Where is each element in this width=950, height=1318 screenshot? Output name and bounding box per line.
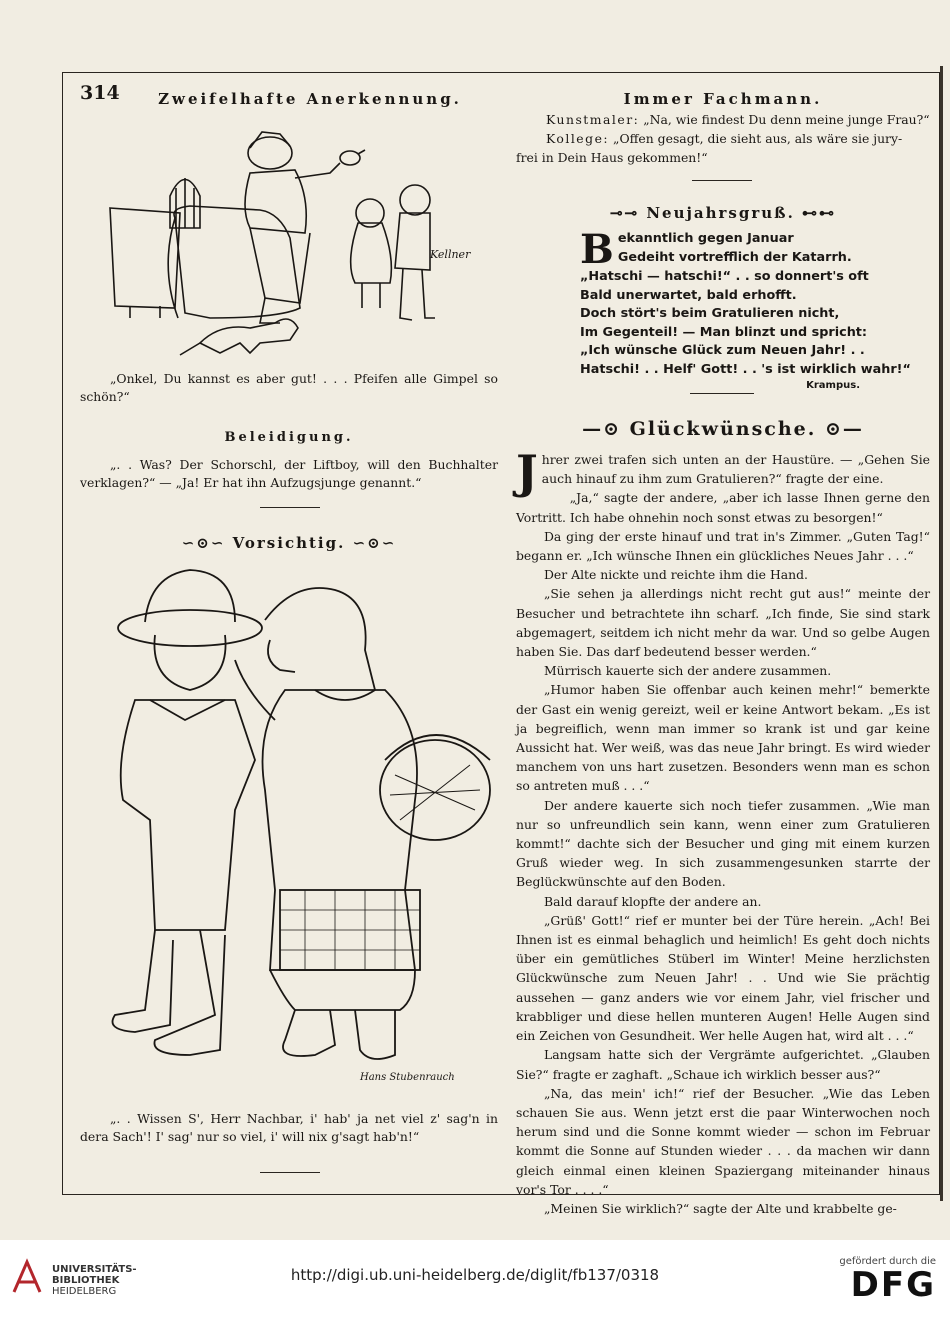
story-paragraph: Mürrisch kauerte sich der andere zusammen.	[544, 663, 832, 679]
story-paragraph: „Na, das mein' ich!“ rief der Besucher. „Wie das Leben schauen Sie aus. Wenn jetzt erst die paar Winterwochen noch herum sind und die Sonne kommt wieder — schon im Februar kommt die Sonne auf Stunden wieder . . . da machen wir dann gleich einmal einen kleinen Spaziergang miteinander hinaus vor's Tor . . . .“	[516, 1085, 930, 1197]
story-paragraph: Bald darauf klopfte der andere an.	[544, 893, 762, 909]
story-dropcap: J	[516, 445, 538, 499]
library-name-line2: BIBLIOTHEK	[52, 1275, 120, 1286]
cartoon1-caption: „Onkel, Du kannst es aber gut! . . . Pfeifen alle Gimpel so schön?“	[80, 371, 498, 404]
fachmann-line2: „Offen gesagt, die sieht aus, als wäre sie jury-	[613, 131, 903, 147]
poem-line: Im Gegenteil! — Man blinzt und spricht:	[580, 324, 868, 340]
story-paragraph	[516, 445, 930, 499]
poem-line: ekanntlich gegen Januar	[617, 231, 794, 246]
ornament-right-icon: ⊷⊷	[794, 204, 837, 222]
cartoon2-title-row	[80, 534, 498, 552]
cartoon2-title: Vorsichtig.	[232, 534, 346, 552]
story-paragraph: „Ja,“ sagte der andere, „aber ich lasse Ihnen gerne den Vortritt. Ich habe ohnehin noch sonst etwas zu besorgen!“	[516, 490, 930, 525]
ornament-left-icon: ∽⊙∽	[181, 534, 233, 552]
divider	[260, 507, 320, 508]
story-paragraph: Langsam hatte sich der Vergrämte aufgerichtet. „Glauben Sie?“ fragte er zaghaft. „Schaue ich wirklich besser aus?“	[516, 1047, 930, 1082]
story-paragraph: „Humor haben Sie offenbar auch keinen mehr!“ bemerkte der Gast ein wenig gereizt, weil er keine Antwort bekam. „Es ist ja begreiflich, wenn man immer so krank ist und gar keine Aussicht hat. Wer weiß, was das neue Jahr bringt. Es wird wieder manchem von uns hart zusetzen. Besonders wenn man es schon so antreten muß . . .“	[516, 682, 930, 794]
story-title-row	[516, 418, 930, 440]
story-paragraph: Da ging der erste hinauf und trat in's Zimmer. „Guten Tag!“ begann er. „Ich wünsche Ihnen ein glückliches Neues Jahr . . .“	[516, 528, 930, 564]
cartoon1-title: Zweifelhafte Anerkennung.	[158, 90, 462, 108]
speaker-kunstmaler: Kunstmaler:	[546, 112, 640, 127]
poem-line: Bald unerwartet, bald erhofft.	[580, 287, 797, 303]
page-edge	[940, 66, 943, 1201]
page-number: 314	[80, 82, 120, 104]
poem-line: Doch stört's beim Gratulieren nicht,	[580, 306, 840, 322]
poem-line: „Hatschi — hatschi!“ . . so donnert's oft	[580, 269, 869, 284]
library-name-line3: HEIDELBERG	[52, 1286, 117, 1297]
ornament-right-icon: ⊙—	[816, 418, 864, 440]
neighbors-illustration	[95, 560, 505, 1095]
speaker-kollege: Kollege:	[546, 131, 610, 147]
story-title: Glückwünsche.	[629, 418, 817, 440]
divider	[260, 1172, 320, 1173]
insult-text: „. . Was? Der Schorschl, der Liftboy, will den Buchhalter verklagen?“ — „Ja! Er hat ihn Aufzugsjunge genannt.“	[80, 457, 498, 490]
poem-signature: Krampus.	[806, 379, 860, 391]
cartoon2-caption: „. . Wissen S', Herr Nachbar, i' hab' ja net viel z' sag'n in dera Sach'! I' sag' nur so viel, i' will nix g'sagt hab'n!“	[80, 1111, 498, 1144]
story-paragraph: „Grüß' Gott!“ rief er munter bei der Türe herein. „Ach! Bei Ihnen ist es einmal behaglich und heimlich! Es geht doch nichts über ein gemütliches Stüberl im Winter! Meine herzlichsten Glückwünsche zum Neuen Jahr! . . Und wie Sie prächtig aussehen — ganz anders wie vor einem Jahr, viel frischer und krabbliger und diese hellen munteren Augen! Helle Augen sind ein Zeichen von Gesundheit. Wer helle Augen hat, wird alt . . .“	[516, 912, 930, 1044]
library-name-line1: UNIVERSITÄTS-	[52, 1264, 137, 1275]
fachmann-dialogue	[516, 110, 930, 168]
ornament-right-icon: ∽⊙∽	[345, 534, 397, 552]
left-column	[78, 84, 502, 108]
uncle-bird-illustration	[100, 118, 500, 363]
story-paragraph: Der Alte nickte und reichte ihm die Hand.	[544, 567, 808, 583]
ornament-left-icon: ⊸⊸	[609, 204, 647, 222]
poem-line: Hatschi! . . Helf' Gott! . . 's ist wirklich wahr!“	[580, 361, 911, 377]
story-body	[516, 445, 930, 1216]
fachmann-line1: „Na, wie findest Du denn meine junge Frau?“	[643, 112, 930, 127]
fachmann-line3: frei in Dein Haus gekommen!“	[516, 150, 708, 166]
dfg-logo[interactable]	[839, 1256, 936, 1303]
poem-line: „Ich wünsche Glück zum Neuen Jahr! . .	[580, 343, 865, 359]
fachmann-title: Immer Fachmann.	[623, 90, 823, 108]
poem-block	[516, 226, 930, 391]
funded-by-label: gefördert durch die	[839, 1256, 936, 1267]
cartoon2-signature: Hans Stubenrauch	[360, 1072, 455, 1083]
poem-dropcap: B	[580, 226, 614, 273]
story-text: hrer zwei trafen sich unten an der Haustüre. — „Gehen Sie auch hinauf zu ihm zum Gratulieren?“ fragte der eine.	[541, 452, 930, 487]
story-paragraph: „Meinen Sie wirklich?“ sagte der Alte und krabbelte ge-	[544, 1200, 897, 1216]
cartoon1-signature: Kellner	[430, 248, 471, 261]
dfg-wordmark: DFG	[850, 1265, 936, 1305]
insult-title: Beleidigung.	[224, 430, 354, 445]
poem-line: Gedeiht vortrefflich der Katarrh.	[617, 249, 852, 265]
divider	[692, 180, 752, 181]
page-url-link[interactable]: http://digi.ub.uni-heidelberg.de/diglit/fb137/0318	[290, 1266, 660, 1284]
poem-title: Neujahrsgruß.	[646, 204, 795, 222]
poem-lines	[580, 226, 930, 380]
divider	[690, 393, 754, 394]
poem-title-row	[516, 204, 930, 222]
story-paragraph: Der andere kauerte sich noch tiefer zusammen. „Wie man nur so unfreundlich sein kann, wenn einer zum Gratulieren kommt!“ dachte sich der Besucher und ging mit einem kurzen Gruß wieder weg. In sich zusammengesunken starrte der Beglückwünschte auf den Boden.	[516, 797, 930, 890]
story-paragraph: „Sie sehen ja allerdings nicht recht gut aus!“ meinte der Besucher und betrachtete ihn scharf. „Ich finde, Sie sind stark abgemagert, seitdem ich nicht mehr da war. Und so gelbe Augen haben Sie. Das darf bedeutend besser werden.“	[516, 586, 930, 660]
ornament-left-icon: —⊙	[582, 418, 630, 440]
